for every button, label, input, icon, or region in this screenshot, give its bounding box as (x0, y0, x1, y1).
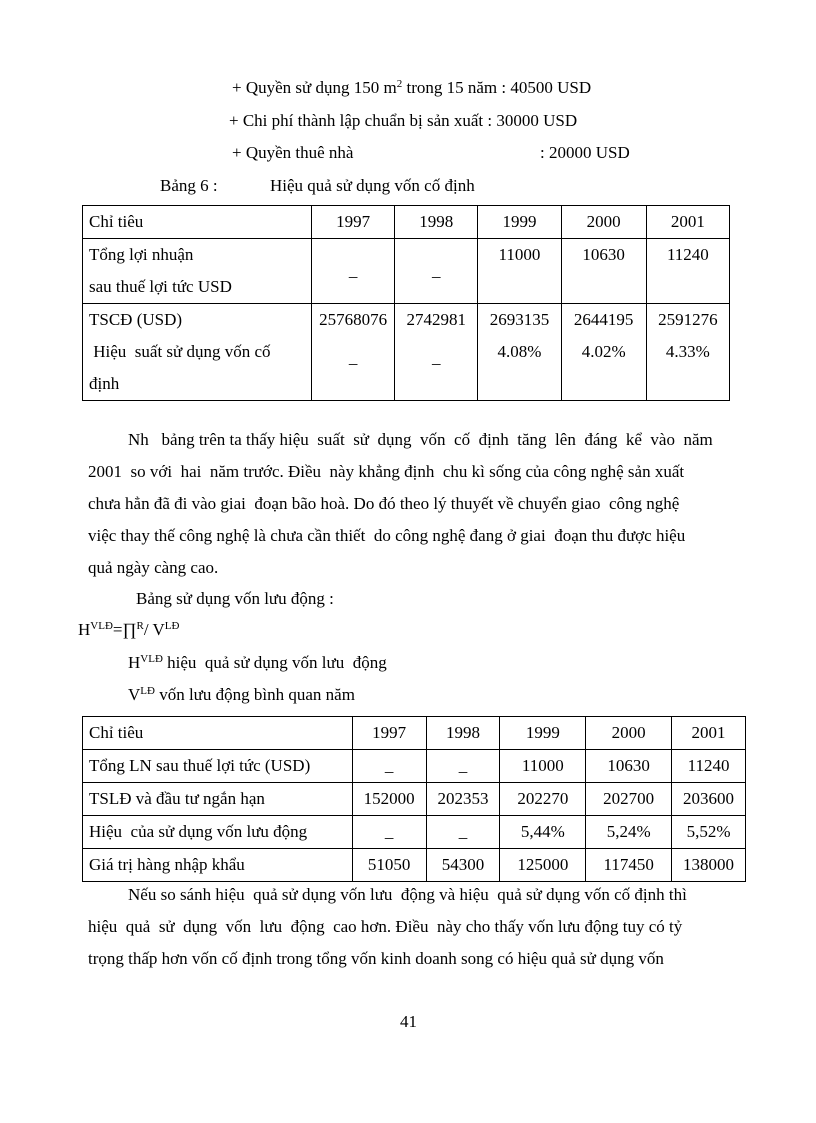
table-cell: 202700 (586, 783, 672, 816)
header-cell: 1997 (352, 717, 426, 750)
table-row (83, 304, 730, 401)
table-cell: 11000 (500, 750, 586, 783)
row-label: Giá trị hàng nhập khẩu (83, 849, 353, 882)
table-cell: _ (352, 816, 426, 849)
row-label: Hiệu của sử dụng vốn lưu động (83, 816, 353, 849)
table-cell: 11240 (672, 750, 746, 783)
definition-hvld: $H^{VLĐ}$ hiệu quả sử dụng vốn lưu động (128, 653, 387, 672)
table-row (83, 816, 746, 849)
header-cell: 2001 (672, 717, 746, 750)
table-cell: 10630 (561, 239, 646, 304)
table-cell: 5,24% (586, 816, 672, 849)
table-cell: _ (395, 239, 478, 304)
table-cell: 117450 (586, 849, 672, 882)
table-cell: 202270 (500, 783, 586, 816)
header-cell: Chỉ tiêu (83, 206, 312, 239)
table-header-row (83, 206, 730, 239)
asset-line-land-use: + Quyền sử dụng 150 $m^2$ trong 15 năm : 40500 USD (232, 78, 592, 97)
analysis-paragraph-fixed-capital: Nh bảng trên ta thấy hiệu suất sử dụng vốn cố định tăng lên đáng kể vào năm 2001 so với hai năm trước. Điều này khẳng định chu kì sống của công nghệ sản xuất chưa hẳn đã đi vào giai đoạn bão hoà. Do đó theo lý thuyết về chuyển giao công nghệ việc thay thế công nghệ là chưa cần thiết do công nghệ đang ở giai đoạn thu được hiệu quả ngày càng cao. (88, 430, 713, 577)
row-label: Tổng LN sau thuế lợi tức (USD) (83, 750, 353, 783)
table6-caption-title: Hiệu quả sử dụng vốn cố định (270, 176, 475, 195)
table-cell: _ (312, 239, 395, 304)
table-cell: 25768076 _ (312, 304, 395, 401)
header-cell: 2001 (646, 206, 729, 239)
asset-line-house-rent: + Quyền thuê nhà : 20000 USD (232, 143, 630, 162)
table-cell: _ (426, 816, 500, 849)
fixed-capital-efficiency-table (82, 205, 730, 401)
table-cell: 10630 (586, 750, 672, 783)
table-cell: 11240 (646, 239, 729, 304)
header-cell: Chỉ tiêu (83, 717, 353, 750)
header-cell: 2000 (586, 717, 672, 750)
row-label: TSLĐ và đầu tư ngắn hạn (83, 783, 353, 816)
header-cell: 1997 (312, 206, 395, 239)
table-cell: 5,44% (500, 816, 586, 849)
page-number: 41 (400, 1012, 417, 1031)
table-cell: 125000 (500, 849, 586, 882)
header-cell: 1998 (395, 206, 478, 239)
table-cell: 203600 (672, 783, 746, 816)
row-label: Tổng lợi nhuận sau thuế lợi tức USD (83, 239, 312, 304)
table-cell: _ (426, 750, 500, 783)
table6-caption (160, 176, 475, 196)
table-cell: 51050 (352, 849, 426, 882)
working-capital-table (82, 716, 746, 882)
header-cell: 2000 (561, 206, 646, 239)
table-cell: 2742981 _ (395, 304, 478, 401)
table6-caption-label: Bảng 6 : (160, 176, 218, 195)
definition-vld: $V^{LĐ}$ vốn lưu động bình quan năm (128, 685, 355, 704)
table-row (83, 239, 730, 304)
analysis-paragraph-working-capital: Nếu so sánh hiệu quả sử dụng vốn lưu động và hiệu quả sử dụng vốn cố định thì hiệu quả sử dụng vốn lưu động cao hơn. Điều này cho thấy vốn lưu động tuy có tỷ trọng thấp hơn vốn cố định trong tổng vốn kinh doanh song có hiệu quả sử dụng vốn (88, 885, 687, 968)
header-cell: 1999 (500, 717, 586, 750)
table-cell: 2693135 4.08% (478, 304, 561, 401)
table-row (83, 849, 746, 882)
table-cell: 5,52% (672, 816, 746, 849)
table-cell: 54300 (426, 849, 500, 882)
header-cell: 1999 (478, 206, 561, 239)
row-label: TSCĐ (USD) Hiệu suất sử dụng vốn cố định (83, 304, 312, 401)
table-row (83, 783, 746, 816)
superscript: 2 (396, 78, 403, 90)
efficiency-formula: $H^{VLĐ}=\prod^R/$ $V^{LĐ}$ (78, 620, 180, 639)
table-row (83, 750, 746, 783)
asset-line-setup-cost: + Chi phí thành lập chuẩn bị sản xuất : 30000 USD (229, 111, 578, 130)
table-cell: 2644195 4.02% (561, 304, 646, 401)
table-cell: _ (352, 750, 426, 783)
table-header-row (83, 717, 746, 750)
table7-intro: Bảng sử dụng vốn lưu động : (136, 589, 334, 608)
table-cell: 11000 (478, 239, 561, 304)
table-cell: 202353 (426, 783, 500, 816)
header-cell: 1998 (426, 717, 500, 750)
table-cell: 138000 (672, 849, 746, 882)
table-cell: 2591276 4.33% (646, 304, 729, 401)
table-cell: 152000 (352, 783, 426, 816)
